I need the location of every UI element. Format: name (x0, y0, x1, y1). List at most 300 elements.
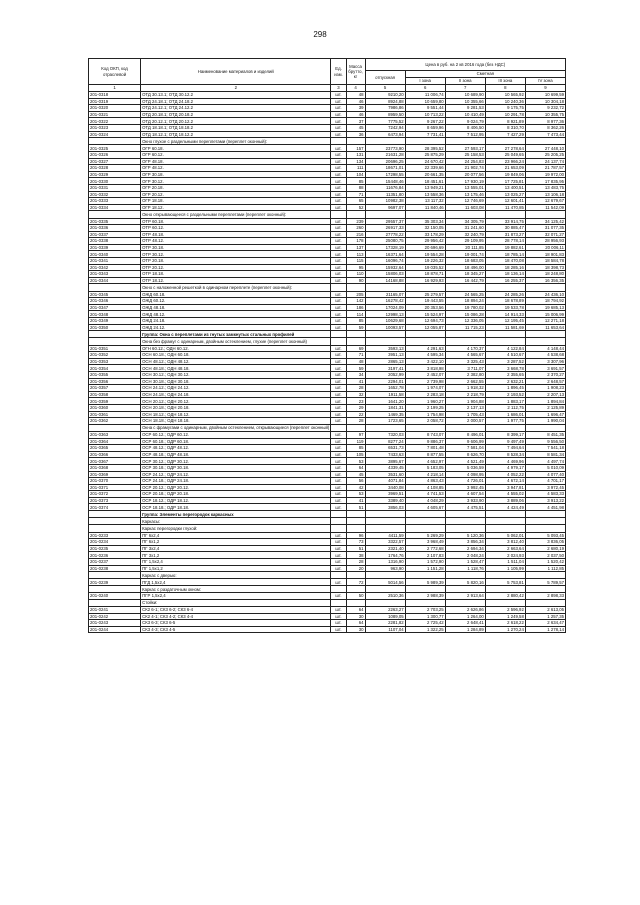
price-release: 1911,58 (365, 391, 405, 398)
table-row (89, 318, 566, 325)
item-unit: шт. (331, 552, 346, 559)
item-unit: шт. (331, 620, 346, 627)
subgroup-heading-row (89, 518, 566, 525)
price-zone-4: 4 583,33 (525, 491, 565, 498)
price-zone-3: 17 725,81 (485, 178, 525, 185)
item-mass: 119 (346, 438, 365, 445)
price-zone-3: 2 193,52 (485, 391, 525, 398)
price-zone-2: 1 528,47 (445, 559, 485, 566)
col-number: 4 (346, 85, 365, 92)
table-row (89, 445, 566, 452)
item-code: 201-0354 (89, 365, 141, 372)
price-zone-4: 18 901,83 (525, 251, 565, 258)
header-name: Наименование материалов и изделий (141, 59, 331, 85)
price-zone-4: 4 701,17 (525, 478, 565, 485)
item-unit: шт. (331, 184, 346, 191)
item-code: 201-0328 (89, 165, 141, 172)
price-zone-4: 7 541,18 (525, 445, 565, 452)
price-zone-3: 4 672,14 (485, 478, 525, 485)
header-unit: Ед. изм. (331, 59, 346, 85)
price-zone-3: 1 883,17 (485, 398, 525, 405)
empty-cell (485, 338, 525, 345)
price-zone-1: 4 108,85 (405, 484, 445, 491)
price-zone-4: 12 679,67 (525, 198, 565, 205)
header-mass: Масса брутто, кг (346, 59, 365, 85)
item-mass: 37 (346, 118, 365, 125)
price-zone-1: 24 670,42 (405, 158, 445, 165)
empty-cell (346, 511, 365, 518)
item-unit: шт. (331, 191, 346, 198)
price-zone-2: 2 694,34 (445, 545, 485, 552)
item-mass: 30 (346, 626, 365, 633)
empty-cell (525, 518, 565, 525)
header-estimate: Сметная (405, 71, 565, 78)
group-heading-row (89, 331, 566, 338)
item-name: ОГР 20.18. (141, 184, 331, 191)
price-release: 8924,88 (365, 98, 405, 105)
empty-cell (405, 424, 445, 431)
item-mass: 72 (346, 579, 365, 586)
price-zone-4: 19 972,00 (525, 171, 565, 178)
item-code: 201-0338 (89, 238, 141, 245)
table-row (89, 559, 566, 566)
item-code: 201-0371 (89, 484, 141, 491)
empty-cell (445, 284, 485, 291)
subgroup-heading-row (89, 572, 566, 579)
item-name: ОГР 30.18. (141, 171, 331, 178)
table-row (89, 626, 566, 633)
price-zone-3: 2 355,65 (485, 371, 525, 378)
price-zone-4: 10 304,18 (525, 98, 565, 105)
table-row (89, 158, 566, 165)
item-name: ОЖД 24.18. (141, 318, 331, 325)
price-zone-1: 16 929,93 (405, 277, 445, 284)
item-code: 201-0237 (89, 559, 141, 566)
item-unit: шт. (331, 532, 346, 539)
empty-cell (445, 331, 485, 338)
price-zone-1: 2 725,42 (405, 620, 445, 627)
price-zone-3: 9 175,75 (485, 105, 525, 112)
price-zone-2: 3 325,43 (445, 358, 485, 365)
header-price-title: Цена в руб. на 2 кв 2016 года (без НДС) (365, 59, 565, 71)
item-name: ОГР 18.12. (141, 204, 331, 211)
item-mass: 90 (346, 277, 365, 284)
price-zone-1: 1 322,25 (405, 626, 445, 633)
price-zone-4: 10 355,75 (525, 111, 565, 118)
price-zone-2: 11 715,23 (445, 324, 485, 331)
table-row (89, 545, 566, 552)
subgroup-title: Окно открывающееся с раздельными переплетами (переплет оконный): (141, 211, 331, 218)
item-unit: шт. (331, 345, 346, 352)
price-zone-3: 9 497,49 (485, 438, 525, 445)
item-unit: шт. (331, 607, 346, 614)
item-code: 201-0241 (89, 607, 141, 614)
item-name: ОСР 30.18.; ОДР 30.18. (141, 464, 331, 471)
price-zone-2: 4 475,51 (445, 504, 485, 511)
price-zone-3: 3 889,06 (485, 497, 525, 504)
price-zone-3: 5 062,01 (485, 532, 525, 539)
price-zone-2: 8 496,01 (445, 431, 485, 438)
price-zone-1: 19 554,28 (405, 251, 445, 258)
price-zone-3: 7 427,29 (485, 131, 525, 138)
item-unit: шт. (331, 271, 346, 278)
table-row (89, 291, 566, 298)
item-unit: шт. (331, 593, 346, 600)
empty-cell (445, 138, 485, 145)
subgroup-heading-row (89, 525, 566, 532)
price-zone-1: 7 801,48 (405, 445, 445, 452)
table-row (89, 345, 566, 352)
item-name: ОЖД 60.12. (141, 298, 331, 305)
item-mass: 20 (346, 565, 365, 572)
price-zone-1: 33 178,29 (405, 231, 445, 238)
item-unit: шт. (331, 471, 346, 478)
empty-cell (525, 331, 565, 338)
item-name: СК3 6-3; СК3 6-5 (141, 620, 331, 627)
price-release: 3951,13 (365, 352, 405, 359)
group-title: Группа: Окна с переплетами из гнутых замкнутых стальных профилей (141, 331, 331, 338)
price-zone-4: 2 680,19 (525, 545, 565, 552)
price-zone-1: 2 988,39 (405, 593, 445, 600)
table-row (89, 418, 566, 425)
price-zone-2: 1 918,32 (445, 385, 485, 392)
table-row (89, 238, 566, 245)
empty-cell (525, 599, 565, 606)
header-zone-4: IV зона (525, 78, 565, 85)
price-zone-3: 19 849,06 (485, 171, 525, 178)
price-zone-2: 2 662,55 (445, 378, 485, 385)
item-code: 201-0332 (89, 191, 141, 198)
price-release: 26917,33 (365, 225, 405, 232)
empty-cell (365, 331, 405, 338)
price-zone-1: 10 659,80 (405, 98, 445, 105)
item-code: 201-0353 (89, 358, 141, 365)
item-code: 201-0234 (89, 539, 141, 546)
item-unit: шт. (331, 118, 346, 125)
empty-cell (331, 599, 346, 606)
item-name: СК2 6-1; СК3 6-2; СК3 6-4 (141, 607, 331, 614)
price-release: 9210,20 (365, 92, 405, 99)
price-zone-3: 27 278,64 (485, 145, 525, 152)
price-zone-4: 2 207,13 (525, 391, 565, 398)
item-code: 201-0357 (89, 385, 141, 392)
price-release: 5014,56 (365, 579, 405, 586)
table-row (89, 404, 566, 411)
price-zone-3: 1 249,58 (485, 613, 525, 620)
subgroup-heading-row (89, 211, 566, 218)
price-zone-3: 8 399,17 (485, 431, 525, 438)
price-zone-3: 11 470,85 (485, 204, 525, 211)
item-unit: шт. (331, 231, 346, 238)
item-name: ОСР 24.18.; ОДР 24.18. (141, 478, 331, 485)
price-zone-3: 5 753,81 (485, 579, 525, 586)
price-zone-1: 1 754,98 (405, 411, 445, 418)
price-zone-4: 1 112,85 (525, 565, 565, 572)
price-zone-4: 4 148,44 (525, 345, 565, 352)
table-row (89, 471, 566, 478)
item-code: 201-0365 (89, 445, 141, 452)
item-mass: 178 (346, 238, 365, 245)
item-code: 201-0372 (89, 491, 141, 498)
price-zone-1: 1 300,77 (405, 613, 445, 620)
price-zone-1: 8 877,55 (405, 451, 445, 458)
price-zone-3: 2 618,22 (485, 620, 525, 627)
price-zone-1: 4 863,43 (405, 478, 445, 485)
price-zone-1: 2 199,25 (405, 404, 445, 411)
item-unit: шт. (331, 145, 346, 152)
empty-cell (525, 138, 565, 145)
empty-cell (365, 211, 405, 218)
item-code: 201-0330 (89, 178, 141, 185)
empty-cell (346, 424, 365, 431)
price-zone-1: 4 741,53 (405, 491, 445, 498)
item-name: ОТД 24.12.1; ОТД 24.12.2 (141, 105, 331, 112)
item-mass: 22 (346, 411, 365, 418)
price-zone-2: 12 336,05 (445, 318, 485, 325)
price-zone-3: 1 896,45 (485, 385, 525, 392)
item-code: 201-0360 (89, 404, 141, 411)
table-row (89, 251, 566, 258)
price-zone-3: 4 469,96 (485, 458, 525, 465)
item-name: ОТР 48.12. (141, 238, 331, 245)
item-code: 201-0333 (89, 198, 141, 205)
item-name: ОСР 24.12.; ОДР 24.12. (141, 471, 331, 478)
price-release: 7433,63 (365, 451, 405, 458)
item-code: 201-0318 (89, 92, 141, 99)
item-code: 201-0336 (89, 225, 141, 232)
price-zone-2: 9 024,79 (445, 118, 485, 125)
table-row (89, 231, 566, 238)
price-zone-2: 10 410,49 (445, 111, 485, 118)
item-name: ОЖД 60.18. (141, 291, 331, 298)
item-unit: шт. (331, 324, 346, 331)
price-zone-3: 13 025,27 (485, 191, 525, 198)
item-unit: шт. (331, 98, 346, 105)
item-code: 201-0351 (89, 345, 141, 352)
price-release: 17328,19 (365, 244, 405, 251)
table-row (89, 151, 566, 158)
price-release: 10982,38 (365, 198, 405, 205)
price-zone-2: 7 581,04 (445, 445, 485, 452)
price-zone-3: 3 812,40 (485, 539, 525, 546)
table-row (89, 385, 566, 392)
table-row (89, 118, 566, 125)
price-zone-4: 1 908,23 (525, 385, 565, 392)
item-code: 201-0243 (89, 620, 141, 627)
price-zone-4: 16 356,35 (525, 277, 565, 284)
empty-cell (365, 511, 405, 518)
table-row (89, 311, 566, 318)
price-release: 3895,67 (365, 458, 405, 465)
price-zone-3: 10 565,92 (485, 92, 525, 99)
item-unit: шт. (331, 198, 346, 205)
empty-cell (331, 525, 346, 532)
subgroup-title: Окна с фрамугами с одинарным, двойным остеклением, открывающиеся (переплет оконный) (142, 425, 330, 431)
price-zone-4: 18 794,92 (525, 298, 565, 305)
price-zone-4: 2 634,47 (525, 620, 565, 627)
price-zone-4: 11 542,09 (525, 204, 565, 211)
empty-cell (365, 586, 405, 593)
item-name: ОТР 18.18. (141, 271, 331, 278)
price-zone-2: 2 626,86 (445, 607, 485, 614)
item-code: 201-0347 (89, 304, 141, 311)
item-code: 201-0343 (89, 271, 141, 278)
price-zone-1: 12 694,73 (405, 318, 445, 325)
price-zone-1: 1 974,07 (405, 385, 445, 392)
table-row (89, 438, 566, 445)
price-zone-3: 10 291,78 (485, 111, 525, 118)
item-unit: шт. (331, 504, 346, 511)
item-mass: 239 (346, 218, 365, 225)
empty-cell (525, 525, 565, 532)
price-zone-2: 21 902,74 (445, 165, 485, 172)
table-row (89, 304, 566, 311)
item-unit: шт. (331, 298, 346, 305)
table-row (89, 451, 566, 458)
price-zone-1: 4 652,97 (405, 458, 445, 465)
price-zone-4: 3 972,45 (525, 484, 565, 491)
item-unit: шт. (331, 218, 346, 225)
price-release: 20696,25 (365, 158, 405, 165)
table-row (89, 298, 566, 305)
col-number: 3 (331, 85, 346, 92)
empty-cell (89, 284, 141, 291)
item-code: 201-0235 (89, 545, 141, 552)
empty-cell (89, 518, 141, 525)
item-name: ОСН 18.18.; ОДН 18.18. (141, 418, 331, 425)
item-mass: 59 (346, 324, 365, 331)
item-mass: 28 (346, 418, 365, 425)
item-mass: 36 (346, 131, 365, 138)
price-zone-4: 2 125,89 (525, 404, 565, 411)
item-unit: шт. (331, 378, 346, 385)
empty-cell (89, 331, 141, 338)
table-row (89, 365, 566, 372)
price-release: 2865,13 (365, 358, 405, 365)
table-row (89, 478, 566, 485)
price-zone-4: 12 271,18 (525, 318, 565, 325)
item-unit: шт. (331, 478, 346, 485)
empty-cell (346, 518, 365, 525)
price-zone-4: 24 436,10 (525, 291, 565, 298)
empty-cell (89, 511, 141, 518)
price-zone-2: 2 048,24 (445, 552, 485, 559)
item-mass: 52 (346, 204, 365, 211)
price-release: 2510,36 (365, 593, 405, 600)
price-zone-2: 3 856,34 (445, 539, 485, 546)
item-name: ПГ 3х2,4 (141, 545, 331, 552)
item-unit: шт. (331, 438, 346, 445)
empty-cell (346, 338, 365, 345)
price-release: 23773,90 (365, 145, 405, 152)
empty-cell (331, 586, 346, 593)
item-unit: шт. (331, 165, 346, 172)
item-unit: шт. (331, 445, 346, 452)
item-code: 201-0344 (89, 277, 141, 284)
price-zone-1: 15 524,97 (405, 311, 445, 318)
subgroup-title: Каркас с раздаточным окном: (141, 586, 331, 593)
price-zone-1: 10 713,22 (405, 111, 445, 118)
item-unit: шт. (331, 497, 346, 504)
subgroup-heading-row (89, 338, 566, 345)
price-zone-2: 15 086,28 (445, 311, 485, 318)
item-mass: 142 (346, 298, 365, 305)
empty-cell (331, 331, 346, 338)
price-zone-2: 10 355,66 (445, 98, 485, 105)
price-release: 7242,94 (365, 124, 405, 131)
price-release: 1089,05 (365, 613, 405, 620)
price-zone-2: 1 118,76 (445, 565, 485, 572)
item-mass: 42 (346, 484, 365, 491)
price-zone-3: 2 880,42 (485, 593, 525, 600)
empty-cell (485, 424, 525, 431)
price-zone-3: 8 310,70 (485, 124, 525, 131)
subgroup-title: Каркас с дверью: (141, 572, 331, 579)
item-name: ОГР 30.12. (141, 178, 331, 185)
price-zone-2: 13 555,01 (445, 184, 485, 191)
price-zone-3: 4 052,22 (485, 471, 525, 478)
item-mass: 157 (346, 145, 365, 152)
item-code: 201-0367 (89, 458, 141, 465)
item-code: 201-0331 (89, 184, 141, 191)
price-zone-3: 1 270,24 (485, 626, 525, 633)
item-code: 201-0321 (89, 111, 141, 118)
item-mass: 137 (346, 244, 365, 251)
price-release: 3969,51 (365, 491, 405, 498)
price-zone-4: 32 071,27 (525, 231, 565, 238)
item-unit: шт. (331, 559, 346, 566)
price-zone-1: 2 739,98 (405, 378, 445, 385)
item-unit: шт. (331, 431, 346, 438)
item-name: ПГД 1,5х2,4 (141, 579, 331, 586)
subgroup-title: Стойки: (141, 599, 331, 606)
price-zone-4: 8 581,34 (525, 451, 565, 458)
item-mass: 34 (346, 371, 365, 378)
item-unit: шт. (331, 238, 346, 245)
price-zone-2: 5 820,16 (445, 579, 485, 586)
price-release: 1652,78 (365, 385, 405, 392)
item-code: 201-0236 (89, 552, 141, 559)
header-zone-1: I зона (405, 78, 445, 85)
table-row (89, 204, 566, 211)
price-zone-1: 5 183,05 (405, 464, 445, 471)
price-zone-2: 2 218,79 (445, 391, 485, 398)
price-zone-1: 28 395,52 (405, 145, 445, 152)
subgroup-heading-row (89, 586, 566, 593)
col-number: 8 (485, 85, 525, 92)
item-name: ПГР 1,5х2,4 (141, 593, 331, 600)
item-code: 201-0358 (89, 391, 141, 398)
table-row (89, 105, 566, 112)
price-zone-1: 25 875,29 (405, 151, 445, 158)
table-row (89, 98, 566, 105)
item-name: ОТД 18.18.1; ОТД 18.18.2 (141, 124, 331, 131)
price-zone-3: 19 533,78 (485, 304, 525, 311)
item-name: ОЖД 48.12. (141, 311, 331, 318)
price-zone-3: 4 979,17 (485, 464, 525, 471)
item-unit: шт. (331, 545, 346, 552)
price-zone-2: 4 098,95 (445, 471, 485, 478)
empty-cell (445, 211, 485, 218)
price-zone-2: 29 109,95 (445, 238, 485, 245)
item-code: 201-0364 (89, 438, 141, 445)
price-release: 7320,03 (365, 431, 405, 438)
item-code: 201-0341 (89, 258, 141, 265)
item-unit: шт. (331, 579, 346, 586)
price-zone-1: 1 960,27 (405, 398, 445, 405)
table-row (89, 111, 566, 118)
price-zone-1: 13 117,32 (405, 198, 445, 205)
